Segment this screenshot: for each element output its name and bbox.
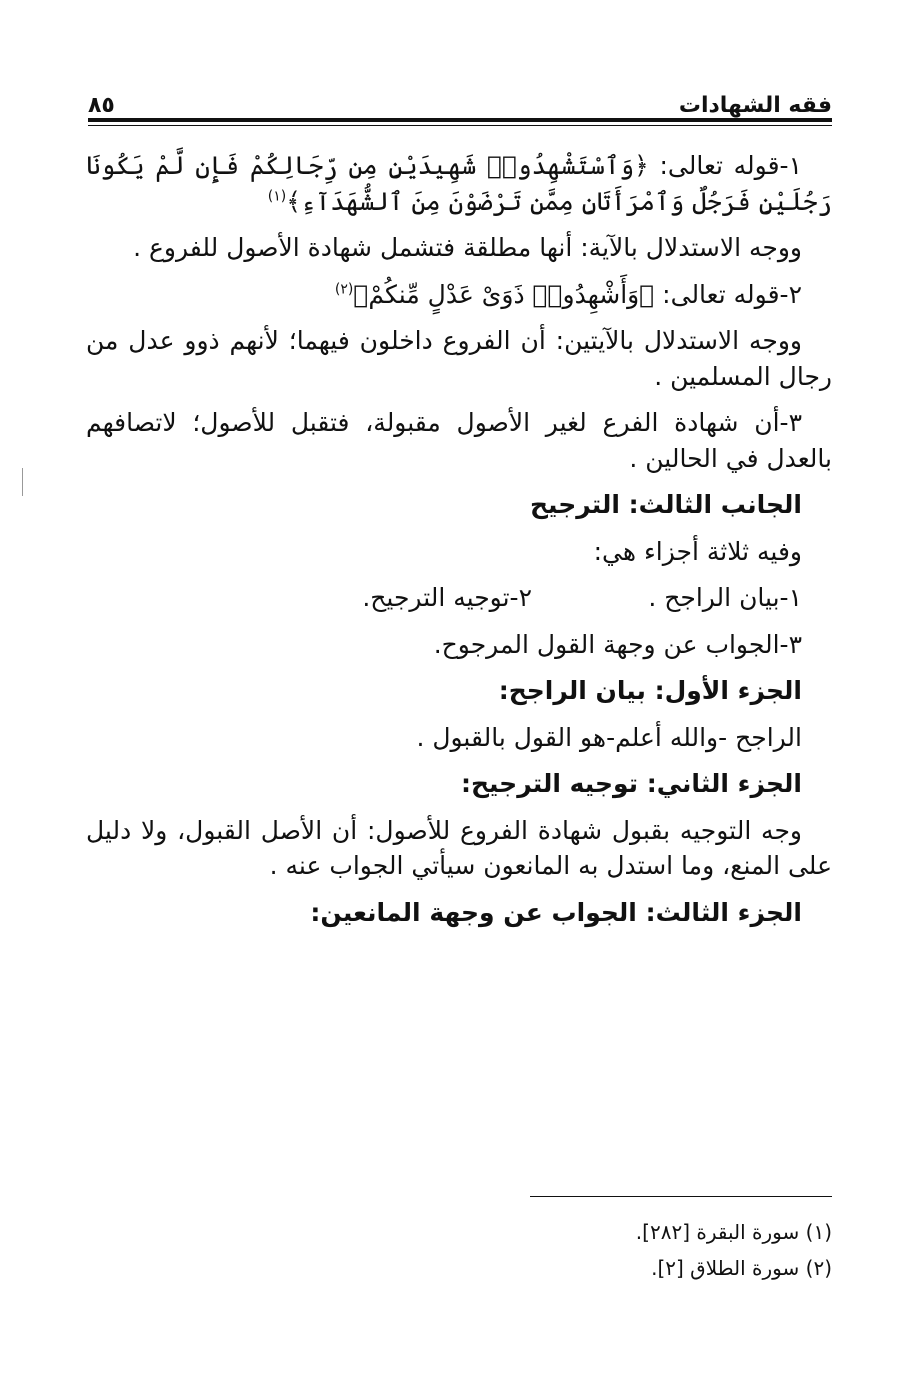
subheading-part-1: الجزء الأول: بيان الراجح: [498, 676, 802, 705]
footnote-2: (٢) سورة الطلاق [٢]. [651, 1256, 832, 1280]
paragraph-justification: وجه التوجيه بقبول شهادة الفروع للأصول: أن الأصل القبول، ولا دليل على المنع، وما استدل به المانعون سيأتي الجواب عنه . [86, 815, 832, 880]
header-rule-thin [88, 125, 832, 126]
footnote-ref-1: (١) [267, 188, 287, 205]
parts-list-row [86, 580, 832, 616]
subheading-part-3: الجزء الثالث: الجواب عن وجهة المانعين: [310, 897, 802, 927]
header-rule [88, 118, 832, 122]
page-number: ٨٥ [88, 93, 115, 118]
scan-margin-mark [22, 468, 23, 496]
paragraph-evidence-3: ٣-أن شهادة الفرع لغير الأصول مقبولة، فتقبل للأصول؛ لاتصافهم بالعدل في الحالين . [86, 408, 832, 473]
page-body [86, 148, 832, 941]
paragraph-inference-1: ووجه الاستدلال بالآية: أنها مطلقة فتشمل شهادة الأصول للفروع . [133, 233, 802, 262]
page-header [88, 82, 832, 118]
paragraph-preferred-opinion: الراجح -والله أعلم-هو القول بالقبول . [416, 722, 802, 752]
paragraph-evidence-1 [86, 148, 832, 219]
footnote-1: (١) سورة البقرة [٢٨٢]. [635, 1220, 832, 1244]
list-item: ١-بيان الراجح . [648, 583, 802, 612]
subheading-part-2: الجزء الثاني: توجيه الترجيح: [460, 769, 802, 798]
evidence-1-intro: ١-قوله تعالى: [648, 151, 802, 180]
evidence-2-intro: ٢-قوله تعالى: [654, 279, 802, 309]
footnote-separator [530, 1196, 832, 1197]
running-title: فقه الشهادات [678, 93, 832, 118]
section-heading-preference: الجانب الثالث: الترجيح [530, 490, 802, 519]
list-item: ٢-توجيه الترجيح. [362, 583, 532, 612]
paragraph-parts-intro: وفيه ثلاثة أجزاء هي: [593, 536, 802, 566]
paragraph-inference-2: ووجه الاستدلال بالآيتين: أن الفروع داخلون فيهما؛ لأنهم ذوو عدل من رجال المسلمين . [86, 326, 832, 391]
quran-verse-2: ﴿وَأَشْهِدُوا۟ ذَوَىْ عَدْلٍ مِّنكُمْ﴾ [353, 279, 655, 309]
list-item: ٣-الجواب عن وجهة القول المرجوح. [433, 629, 802, 659]
paragraph-evidence-2 [86, 277, 832, 313]
footnotes [636, 1214, 832, 1286]
quran-verse-1: ﴿وَٱسْتَشْهِدُوا۟ شَهِيدَيْنِ مِن رِّجَالِكُمْ فَإِن لَّمْ يَكُونَا رَجُلَيْنِ فَرَجُلٌ وَٱمْرَأَتَانِ مِمَّن تَرْضَوْنَ مِنَ ٱلشُّهَدَآءِ﴾ [86, 151, 832, 216]
footnote-ref-2: (٢) [334, 281, 354, 298]
